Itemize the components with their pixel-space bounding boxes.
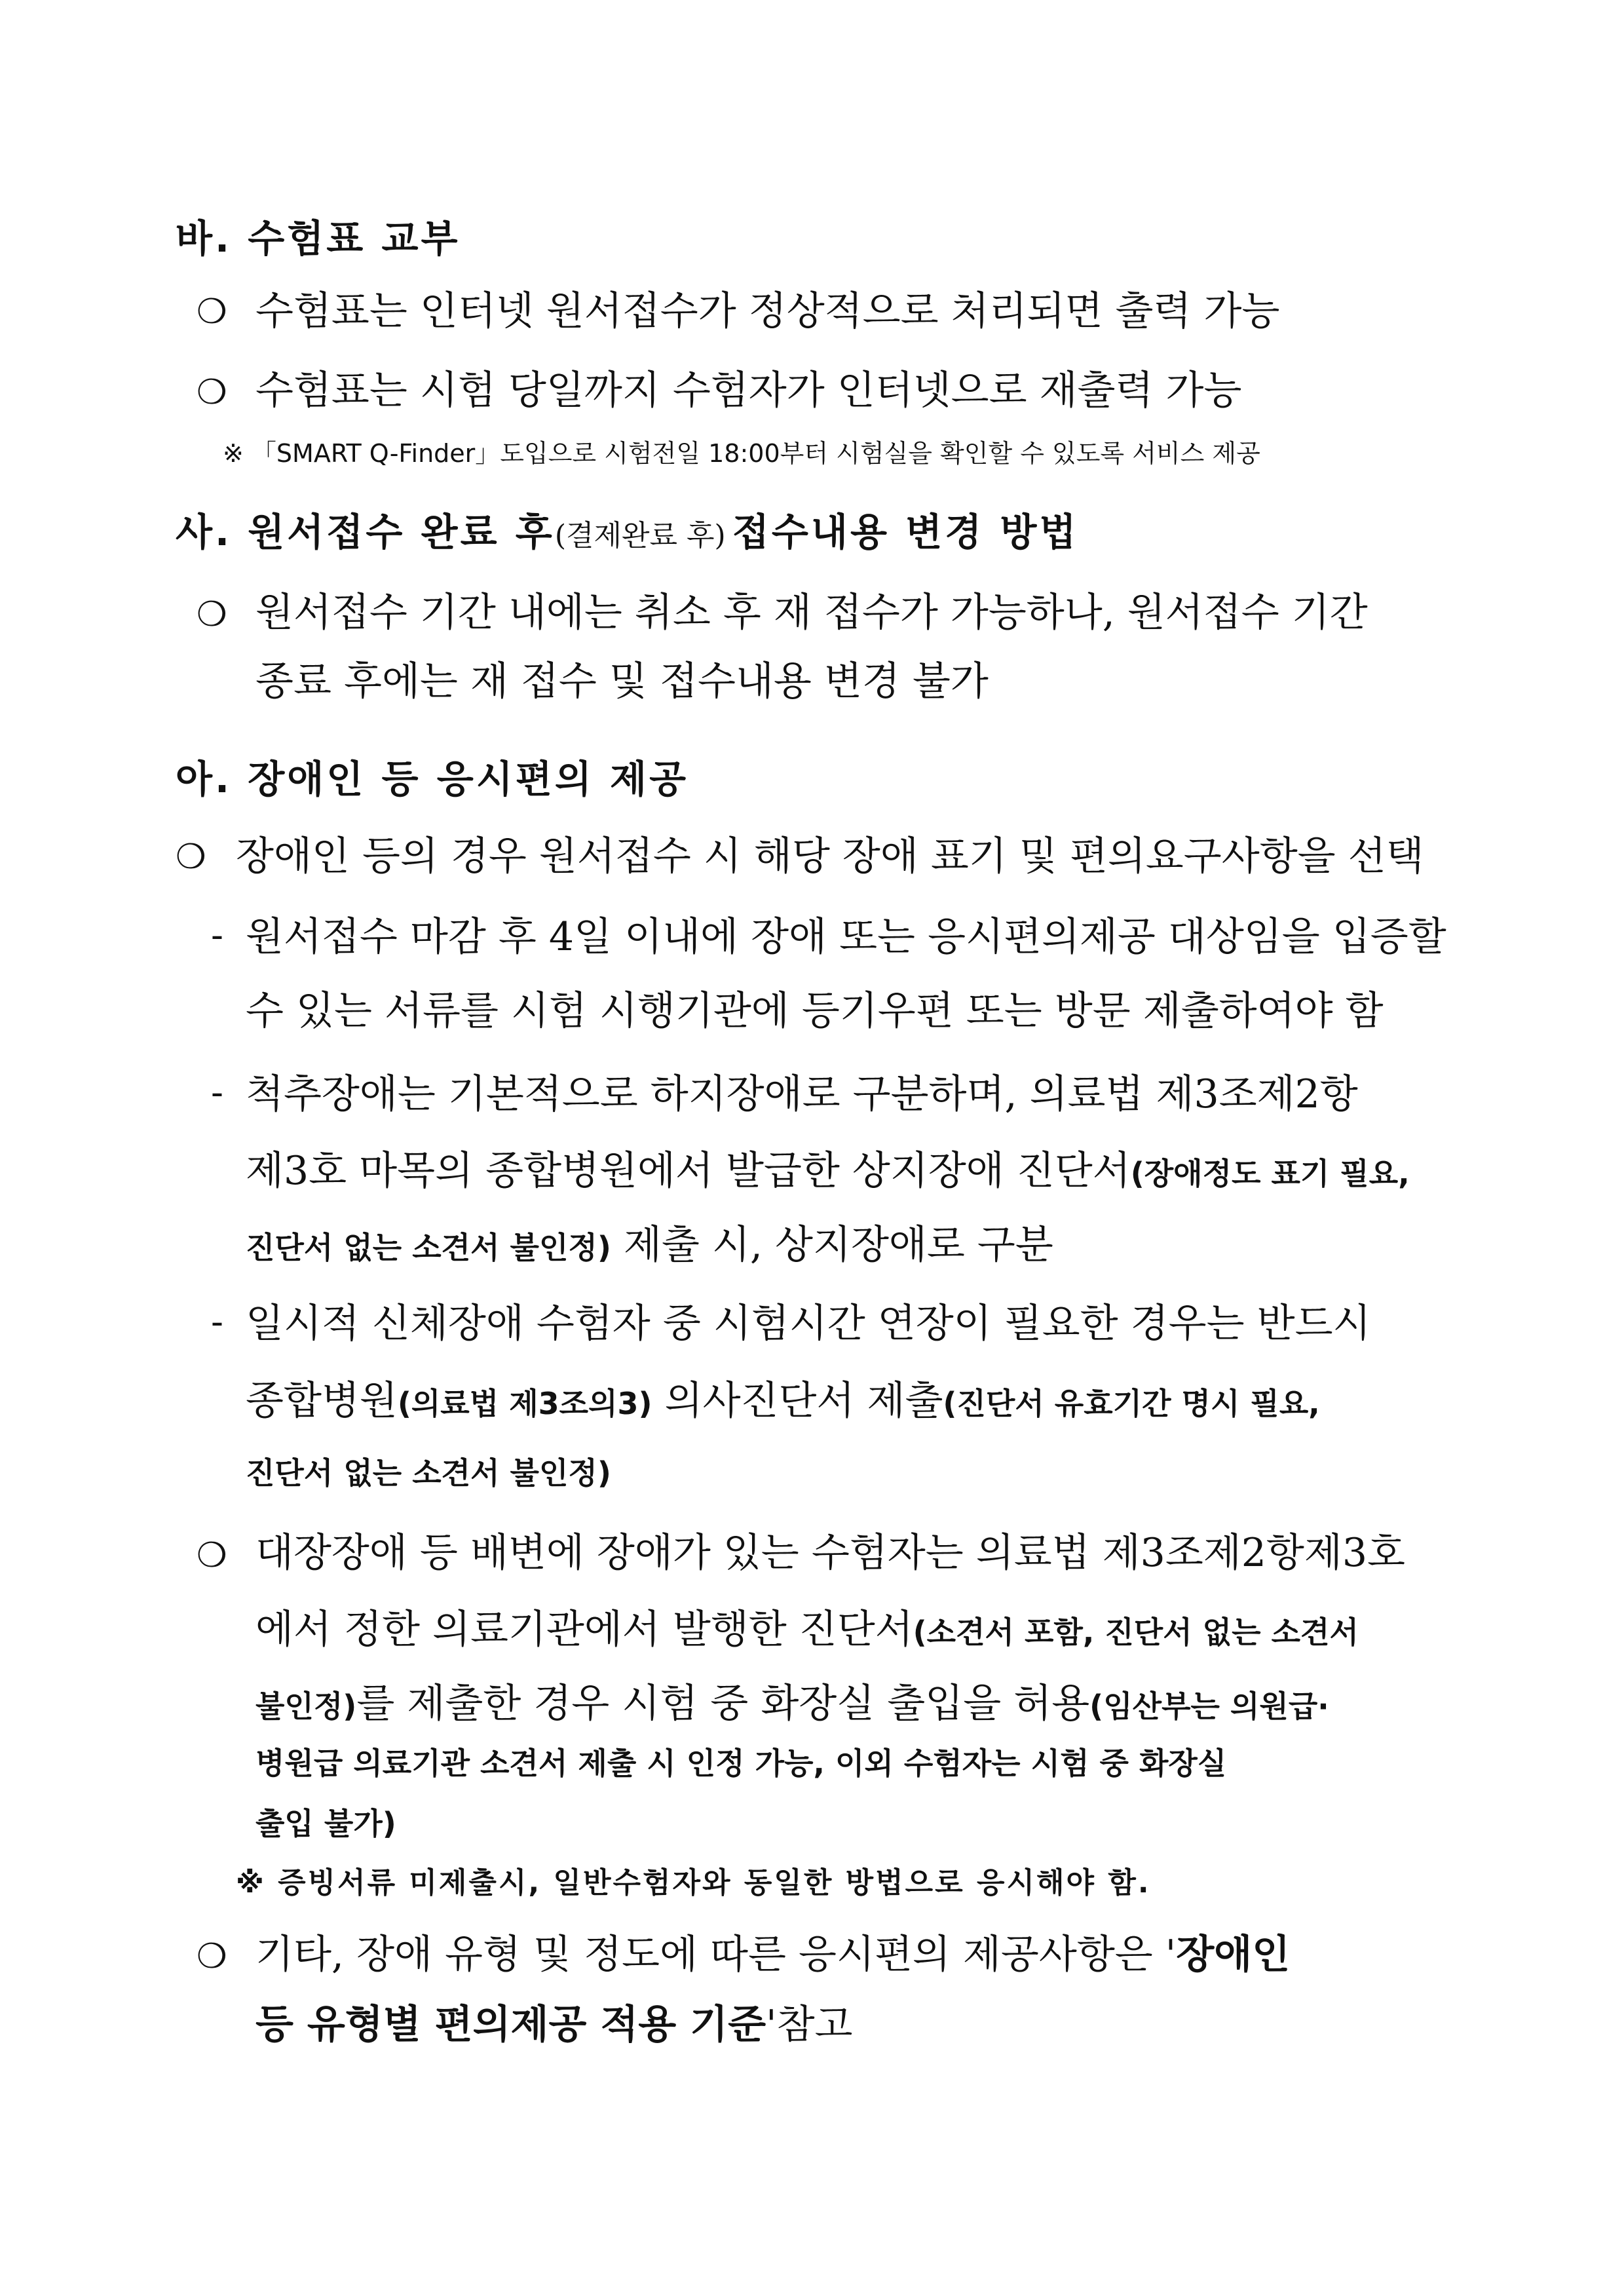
a-dash-1-line-2: 수 있는 서류를 시험 시행기관에 등기우편 또는 방문 제출하여야 함 bbox=[246, 988, 1384, 1034]
a-dash-3-line-2-b: (의료법 제3조의3) bbox=[397, 1386, 652, 1421]
a-bullet-2-line-3-b: 를 제출한 경우 시험 중 화장실 출입을 허용 bbox=[356, 1681, 1090, 1727]
a-dash-3-line-3: 진단서 없는 소견서 불인정) bbox=[246, 1455, 611, 1491]
a-bullet-1: 장애인 등의 경우 원서접수 시 해당 장애 표기 및 편의요구사항을 선택 bbox=[236, 833, 1424, 879]
a-bullet-2-line-3-c: (임산부는 의원급· bbox=[1089, 1689, 1329, 1724]
ba-bullet-2: 수험표는 시험 당일까지 수험자가 인터넷으로 재출력 가능 bbox=[255, 368, 1242, 413]
sa-heading-part-a: 사. 원서접수 완료 후 bbox=[176, 510, 555, 554]
ba-bullet-1 bbox=[255, 288, 1350, 334]
circle-bullet-icon: ❍ bbox=[197, 595, 227, 634]
a-dash-2-line-1: 척추장애는 기본적으로 하지장애로 구분하며, 의료법 제3조제2항 bbox=[246, 1071, 1358, 1117]
a-bullet-3-line-2 bbox=[255, 2002, 853, 2048]
section-heading-ba: 바. 수험표 교부 bbox=[176, 216, 461, 261]
ba-bullet-1-text: 수험표는 인터넷 원서접수가 정상적으로 처리되면 출력 가능 bbox=[255, 288, 1280, 334]
section-heading-sa bbox=[176, 510, 1079, 554]
section-heading-a: 아. 장애인 등 응시편의 제공 bbox=[176, 757, 689, 801]
circle-bullet-icon: ❍ bbox=[176, 837, 206, 877]
a-bullet-3-line-1-b: 장애인 bbox=[1176, 1932, 1291, 1978]
circle-bullet-icon: ❍ bbox=[197, 292, 227, 332]
sa-heading-part-b: 접수내용 변경 방법 bbox=[732, 510, 1079, 554]
a-dash-1-line-1: 원서접수 마감 후 4일 이내에 장애 또는 응시편의제공 대상임을 입증할 bbox=[246, 914, 1446, 960]
a-bullet-2-line-5: 출입 불가) bbox=[255, 1806, 396, 1841]
dash-marker: - bbox=[211, 1301, 223, 1343]
a-bullet-3-line-1 bbox=[255, 1932, 1291, 1978]
a-dash-3-line-2-c: 의사진단서 제출 bbox=[652, 1378, 943, 1424]
a-dash-2-line-2-paren: (장애정도 표기 필요, bbox=[1130, 1156, 1410, 1191]
circle-bullet-icon: ❍ bbox=[197, 1937, 227, 1976]
a-bullet-2-line-2-b: (소견서 포함, 진단서 없는 소견서 bbox=[913, 1615, 1359, 1650]
a-bullet-3-line-2-b: '참고 bbox=[766, 2002, 853, 2048]
sa-bullet-1-line-2: 종료 후에는 재 접수 및 접수내용 변경 불가 bbox=[255, 659, 989, 704]
sa-bullet-1-line-1: 원서접수 기간 내에는 취소 후 재 접수가 가능하나, 원서접수 기간 bbox=[255, 590, 1368, 636]
a-dash-3-line-1: 일시적 신체장애 수험자 중 시험시간 연장이 필요한 경우는 반드시 bbox=[246, 1301, 1371, 1347]
a-dash-2-line-3-main: 제출 시, 상지장애로 구분 bbox=[611, 1222, 1053, 1268]
a-dash-3-line-2 bbox=[246, 1378, 1320, 1424]
a-dash-2-line-2 bbox=[246, 1148, 1410, 1194]
dash-marker: - bbox=[211, 914, 223, 957]
a-bullet-2-line-1: 대장장애 등 배변에 장애가 있는 수험자는 의료법 제3조제2항제3호 bbox=[255, 1530, 1405, 1576]
sa-heading-paren: (결제완료 후) bbox=[554, 519, 726, 552]
a-dash-2-line-3-paren: 진단서 없는 소견서 불인정) bbox=[246, 1230, 611, 1265]
circle-bullet-icon: ❍ bbox=[197, 1536, 227, 1575]
a-bullet-2-line-4: 병원급 의료기관 소견서 제출 시 인정 가능, 이외 수험자는 시험 중 화장실 bbox=[255, 1746, 1227, 1781]
a-dash-2-line-2-main: 제3호 마목의 종합병원에서 발급한 상지장애 진단서 bbox=[246, 1148, 1131, 1194]
ba-note: ※ 「SMART Q-Finder」도입으로 시험전일 18:00부터 시험실을 확인할 수 있도록 서비스 제공 bbox=[223, 439, 1260, 468]
circle-bullet-icon: ❍ bbox=[197, 373, 227, 412]
a-bullet-2-line-2 bbox=[255, 1607, 1359, 1653]
a-dash-2-line-3 bbox=[246, 1222, 1053, 1268]
a-bullet-2-line-3-a: 불인정) bbox=[255, 1689, 357, 1724]
a-bullet-2-line-3 bbox=[255, 1681, 1329, 1727]
dash-marker: - bbox=[211, 1071, 223, 1114]
a-note: ※ 증빙서류 미제출시, 일반수험자와 동일한 방법으로 응시해야 함. bbox=[236, 1866, 1151, 1900]
a-bullet-2-line-2-a: 에서 정한 의료기관에서 발행한 진단서 bbox=[255, 1607, 913, 1653]
a-dash-3-line-2-a: 종합병원 bbox=[246, 1378, 398, 1424]
a-bullet-3-line-2-a: 등 유형별 편의제공 적용 기준 bbox=[255, 2002, 766, 2048]
a-bullet-3-line-1-a: 기타, 장애 유형 및 정도에 따른 응시편의 제공사항은 ' bbox=[255, 1932, 1177, 1978]
a-dash-3-line-2-d: (진단서 유효기간 명시 필요, bbox=[943, 1386, 1320, 1421]
